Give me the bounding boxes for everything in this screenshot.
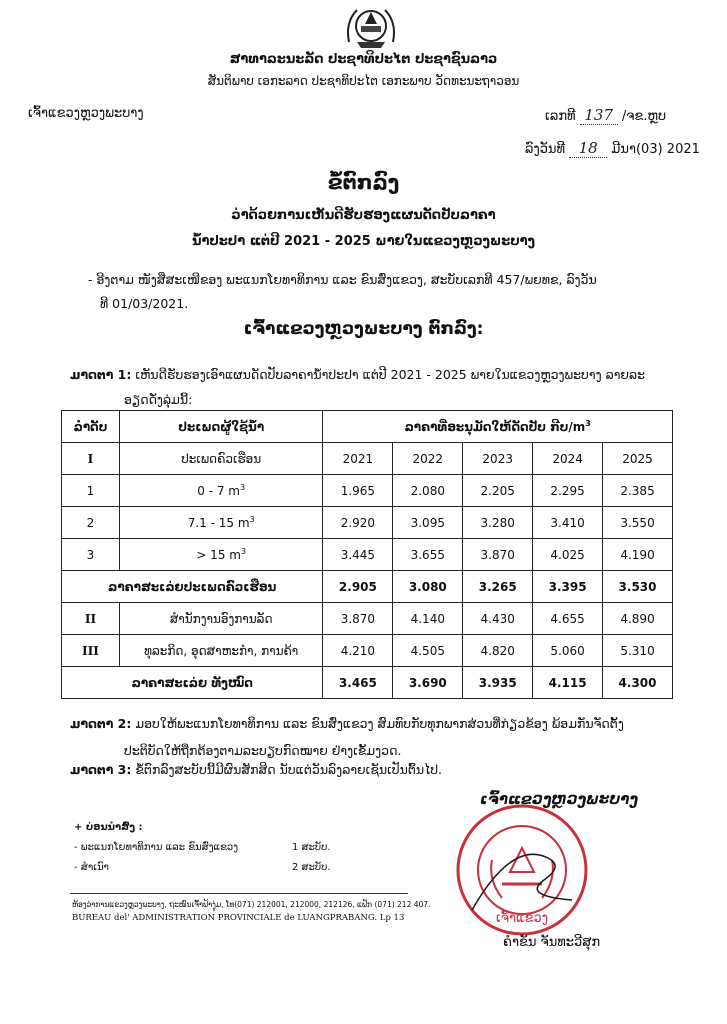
col-header-no: ລຳດັບ: [62, 411, 120, 443]
ref-number-value: 137: [580, 106, 618, 125]
price-cell: 2.080: [393, 475, 463, 507]
header-motto: ສັນຕິພາບ ເອກະລາດ ປະຊາທິປະໄຕ ເອກະພາບ ວັດທະນະຖາວອນ: [207, 74, 520, 88]
year-cell: 2023: [463, 443, 533, 475]
article-2-label: ມາດຕາ 2:: [70, 716, 132, 731]
range-text: 0 - 7 m: [197, 484, 240, 498]
range-text: 7.1 - 15 m: [187, 516, 250, 530]
copy-count: 1 ສະບັບ.: [292, 842, 331, 853]
price-cell: 3.395: [533, 571, 603, 603]
row-number: 1: [62, 475, 120, 507]
range-unit-sup: 3: [249, 515, 255, 524]
table-row: [62, 507, 673, 539]
price-cell: 3.080: [393, 571, 463, 603]
price-cell: 4.115: [533, 667, 603, 699]
price-cell: 3.465: [323, 667, 393, 699]
price-cell: 2.205: [463, 475, 533, 507]
distribution-heading: + ບ່ອນນຳສົ່ງ :: [74, 822, 143, 833]
header-republic: ສາທາລະນະລັດ ປະຊາທິປະໄຕ ປະຊາຊົນລາວ: [229, 52, 498, 67]
row-range: [119, 507, 323, 539]
signer-name: ຄຳຂັນ ຈັນທະວີສຸກ: [503, 935, 601, 950]
range-unit-sup: 3: [240, 547, 247, 556]
signer-title: ເຈົ້າແຂວງຫຼວງພະບາງ: [480, 790, 638, 808]
group-1-number: I: [62, 443, 120, 475]
group-3-number: III: [62, 635, 120, 667]
price-header-text: ລາຄາທີ່ອະນຸມັດໃຫ້ດັດປັບ ກີບ/m: [404, 420, 586, 434]
range-unit-sup: 3: [240, 483, 246, 492]
price-cell: 4.300: [603, 667, 673, 699]
distribution-list: [74, 818, 331, 878]
reference-date: [525, 139, 700, 158]
price-cell: 2.385: [603, 475, 673, 507]
row-number: 2: [62, 507, 120, 539]
overall-average-label: ລາຄາສະເລ່ຍ ທັງໝົດ: [62, 667, 323, 699]
ref-number-suffix: /ຈຂ.ຫຼບ: [621, 109, 667, 124]
table-row-business: [62, 635, 673, 667]
reference-number: [545, 106, 666, 125]
group-2-label: ສຳນັກງານອົງການລັດ: [119, 603, 323, 635]
basis-line-1: - ອີງຕາມ ໜັງສືສະເໜີຂອງ ພະແນກໂຍທາທິການ ແລະ ຂົນສົ່ງແຂວງ, ສະບັບເລກທີ 457/ພຍທຂ, ລົງວັນ: [88, 272, 597, 287]
group-1-label: ປະເພດຄົວເຮືອນ: [119, 443, 323, 475]
price-cell: 3.550: [603, 507, 673, 539]
issuing-office: ເຈົ້າແຂວງຫຼວງພະບາງ: [28, 106, 144, 121]
row-range: [119, 539, 323, 571]
year-cell: 2025: [603, 443, 673, 475]
price-cell: 3.870: [463, 539, 533, 571]
price-cell: 3.530: [603, 571, 673, 603]
price-cell: 3.445: [323, 539, 393, 571]
basis-line-2: ທີ 01/03/2021.: [100, 296, 189, 311]
article-3-label: ມາດຕາ 3:: [70, 762, 132, 777]
price-cell: 5.060: [533, 635, 603, 667]
group-3-label: ທຸລະກິດ, ອຸດສາຫະກຳ, ການຄ້າ: [119, 635, 323, 667]
price-cell: 4.430: [463, 603, 533, 635]
article-3-text: ຂໍ້ຕົກລົງສະບັບນີ້ມີຜົນສັກສິດ ນັບແຕ່ວັນລົງລາຍເຊັນເປັນຕົ້ນໄປ.: [135, 762, 443, 777]
price-cell: 2.920: [323, 507, 393, 539]
water-price-table: [61, 410, 673, 699]
price-cell: 3.410: [533, 507, 603, 539]
copy-count: 2 ສະບັບ.: [292, 862, 331, 873]
ref-date-suffix: ມີນາ(03) 2021: [611, 142, 700, 157]
table-row: [62, 539, 673, 571]
price-cell: 3.095: [393, 507, 463, 539]
range-text: > 15 m: [196, 548, 241, 562]
table-row: [62, 475, 673, 507]
price-cell: 4.190: [603, 539, 673, 571]
price-cell: 4.505: [393, 635, 463, 667]
article-2-text-cont: ປະຕິບັດໃຫ້ຖືກຕ້ອງຕາມລະບຽບກົດໝາຍ ຢ່າງເຂັ້ມງວດ.: [124, 743, 402, 758]
table-row-government: [62, 603, 673, 635]
col-header-price: [323, 411, 673, 443]
document-subtitle-1: ວ່າດ້ວຍການເຫັນດີຮັບຮອງແຜນດັດປັບລາຄາ: [231, 208, 496, 223]
recipient: - ພະແນກໂຍທາທິການ ແລະ ຂົນສົ່ງແຂວງ: [74, 842, 239, 853]
footer-divider: [70, 893, 408, 894]
official-seal-stamp: [452, 800, 592, 940]
ref-date-prefix: ລົງວັນທີ: [525, 142, 566, 157]
col-header-type: ປະເພດຜູ້ໃຊ້ນໍ້າ: [119, 411, 323, 443]
price-cell: 4.025: [533, 539, 603, 571]
price-cell: 4.140: [393, 603, 463, 635]
article-1-text-cont: ອຽດດັ່ງລຸ່ມນີ້:: [124, 392, 193, 407]
row-number: 3: [62, 539, 120, 571]
year-cell: 2024: [533, 443, 603, 475]
footer-bureau: BUREAU del' ADMINISTRATION PROVINCIALE de LUANGPRABANG. Lp 13: [72, 913, 405, 923]
price-cell: 4.210: [323, 635, 393, 667]
list-item: [74, 858, 331, 878]
footer-address: ຫ້ອງວ່າການແຂວງຫຼວງພະບາງ, ຖະໜົນເຈົ້າຟ້າງຸ່ມ, ໂທ(071) 212001, 212000, 212126, ແຟັກ (071) 212 407.: [72, 900, 431, 909]
ref-number-prefix: ເລກທີ: [545, 109, 576, 124]
article-2-text: ມອບໃຫ້ພະແນກໂຍທາທິການ ແລະ ຂົນສົ່ງແຂວງ ສົມທົບກັບທຸກພາກສ່ວນທີ່ກ່ຽວຂ້ອງ ພ້ອມກັນຈັດຕັ້ງ: [135, 716, 624, 731]
seal-text: ເຈົ້າແຂວງ: [496, 911, 548, 926]
price-header-unit-sup: 3: [585, 419, 591, 428]
price-cell: 3.280: [463, 507, 533, 539]
article-3: [70, 762, 690, 777]
table-header-row: [62, 411, 673, 443]
price-cell: 3.690: [393, 667, 463, 699]
price-cell: 3.655: [393, 539, 463, 571]
ref-date-day: 18: [569, 139, 607, 158]
table-row-years: [62, 443, 673, 475]
price-cell: 5.310: [603, 635, 673, 667]
price-cell: 4.655: [533, 603, 603, 635]
price-cell: 2.905: [323, 571, 393, 603]
document-title: ຂໍ້ຕົກລົງ: [327, 170, 400, 194]
row-range: [119, 475, 323, 507]
document-subtitle-2: ນໍ້າປະປາ ແຕ່ປີ 2021 - 2025 ພາຍໃນແຂວງຫຼວງພະບາງ: [191, 234, 536, 249]
year-cell: 2022: [393, 443, 463, 475]
price-cell: 4.890: [603, 603, 673, 635]
price-cell: 3.870: [323, 603, 393, 635]
article-1-label: ມາດຕາ 1:: [70, 367, 132, 382]
national-emblem-icon: [343, 2, 399, 50]
price-cell: 4.820: [463, 635, 533, 667]
year-cell: 2021: [323, 443, 393, 475]
group-2-number: II: [62, 603, 120, 635]
household-average-label: ລາຄາສະເລ່ຍປະເພດຄົວເຮືອນ: [62, 571, 323, 603]
price-cell: 3.935: [463, 667, 533, 699]
article-2: [70, 710, 690, 764]
price-cell: 3.265: [463, 571, 533, 603]
table-row-overall-average: [62, 667, 673, 699]
list-item: [74, 838, 331, 858]
declaration: ເຈົ້າແຂວງຫຼວງພະບາງ ຕົກລົງ:: [243, 319, 484, 339]
table-row-household-average: [62, 571, 673, 603]
article-1: [70, 362, 690, 412]
price-cell: 2.295: [533, 475, 603, 507]
recipient: - ສຳເນົາ: [74, 862, 109, 873]
article-1-text: ເຫັນດີຮັບຮອງເອົາແຜນດັດປັບລາຄານໍ້າປະປາ ແຕ່ປີ 2021 - 2025 ພາຍໃນແຂວງຫຼວງພະບາງ ລາຍລະ: [135, 367, 646, 382]
price-cell: 1.965: [323, 475, 393, 507]
legal-basis: [88, 268, 688, 316]
